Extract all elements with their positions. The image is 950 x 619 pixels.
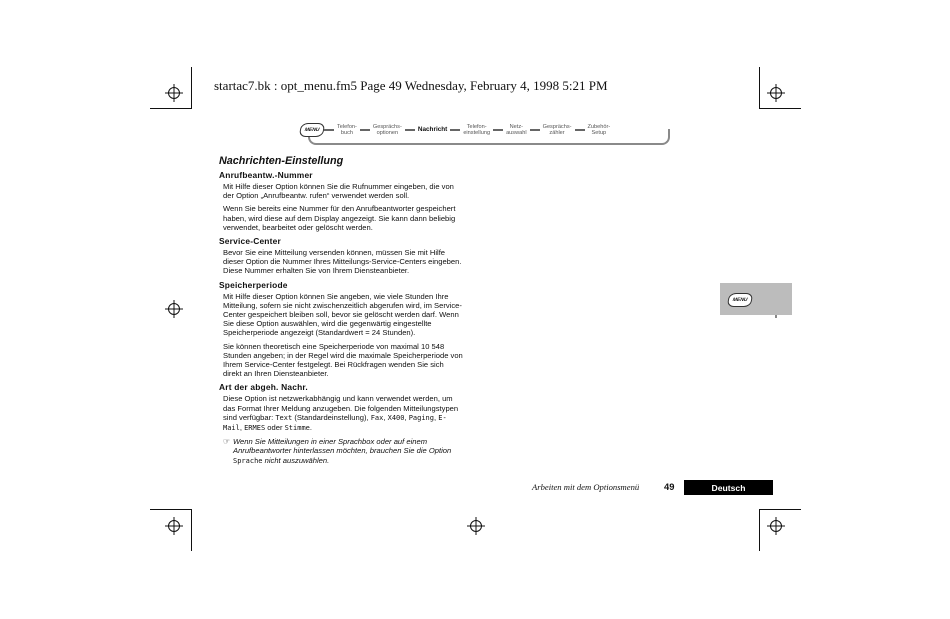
text-run: oder (265, 423, 285, 433)
paragraph: Mit Hilfe dieser Option können Sie angeben, wie viele Stunden Ihre Mitteilung, sofern sie nicht zwischenzeitlich abgerufen wird, im Service-Center gespeichert bleiben soll, bevor sie gelöscht werden darf. Wenn Sie diese Option auswählen, wird die gegenwärtig eingestellte Speicherperiode angezeigt (Standardwert = 24 Stunden). (223, 291, 462, 338)
menu-key-icon: MENU (727, 293, 753, 307)
note-text (233, 437, 464, 466)
page-number: 49 (664, 481, 675, 492)
text-run: , (239, 423, 245, 433)
registration-mark-icon (165, 300, 183, 318)
file-header-line: startac7.bk : opt_menu.fm5 Page 49 Wednesday, February 4, 1998 5:21 PM (214, 78, 608, 93)
option-value: Paging (408, 413, 434, 422)
paragraph: Bevor Sie eine Mitteilung versenden können, müssen Sie mit Hilfe dieser Option die Nummer Ihres Mitteilungs-Service-Centers eingeben. Diese Nummer erhalten Sie von Ihrem Diensteanbieter. (223, 248, 462, 276)
section-heading: Speicherperiode (219, 279, 288, 290)
registration-mark-icon (767, 84, 785, 102)
registration-mark-icon (767, 517, 785, 535)
nav-connector (405, 129, 415, 131)
text-run: nicht auszuwählen. (262, 455, 330, 465)
nav-item-telefoneinstellung: Telefon- einstellung (460, 124, 493, 136)
nav-connector (324, 129, 334, 131)
menu-key-icon: MENU (299, 123, 325, 137)
registration-mark-icon (165, 84, 183, 102)
paragraph: Mit Hilfe dieser Option können Sie die Rufnummer eingeben, die von der Option „Anrufbeantw. rufen“ verwendet werden soll. (223, 182, 454, 201)
crop-mark (191, 67, 192, 109)
tip-note (223, 437, 464, 466)
footer-section-title: Arbeiten mit dem Optionsmenü (532, 482, 640, 492)
option-value: E-Mail (223, 413, 447, 433)
registration-mark-icon (165, 517, 183, 535)
nav-item-gespraechszaehler: Gesprächs- zähler (540, 124, 575, 136)
registration-mark-icon (467, 517, 485, 535)
menu-navigation (300, 119, 668, 147)
paragraph: Wenn Sie bereits eine Nummer für den Anrufbeantworter gespeichert haben, wird diese auf dem Display angezeigt. Sie kann dann beliebig verwendet, bearbeitet oder gelöscht werden. (223, 204, 456, 232)
page-title: Nachrichten-Einstellung (219, 155, 344, 167)
option-value: ERMES (244, 424, 266, 433)
pointing-hand-icon: ☞ (223, 437, 231, 447)
section-heading: Anrufbeantw.-Nummer (219, 170, 313, 180)
nav-connector (493, 129, 503, 131)
nav-connector (360, 129, 370, 131)
text-run: (Standardeinstellung), (292, 412, 371, 422)
crop-mark (191, 509, 192, 551)
nav-item-telefonbuch: Telefon- buch (334, 124, 360, 136)
crop-mark (150, 509, 192, 510)
crop-mark (759, 108, 801, 109)
option-value: Sprache (233, 456, 263, 465)
option-value: Stimme (284, 424, 310, 433)
text-run: Wenn Sie Mitteilungen in einer Sprachbox oder auf einem Anrufbeantworter hinterlassen möchten, brauchen Sie die Option (233, 437, 452, 456)
crop-mark (150, 108, 192, 109)
nav-item-zubehoer-setup: Zubehör- Setup (585, 124, 614, 136)
nav-connector (450, 129, 460, 131)
text-run: Diese Option ist netzwerkabhängig und kann verwendet werden, um das Format Ihrer Meldung anzugeben. Die folgenden Mitteilungstypen sind verfügbar: (223, 394, 459, 422)
nav-item-nachricht: Nachricht (415, 127, 450, 133)
option-value: Text (275, 413, 293, 422)
option-value: Fax (370, 413, 384, 422)
nav-connector (575, 129, 585, 131)
crop-mark (759, 509, 760, 551)
nav-item-gespraechsoptionen: Gesprächs- optionen (370, 124, 405, 136)
side-thumb-tab (720, 283, 792, 315)
text-run: , (383, 412, 388, 422)
text-run: , (434, 412, 439, 422)
paragraph: Sie können theoretisch eine Speicherperiode von maximal 10 548 Stunden angeben; in der Regel wird die maximale Speicherperiode von Ihrem Service-Center festgelegt. Bei Rückfragen wenden Sie sich direkt an Ihren Diensteanbieter. (223, 341, 463, 379)
nav-item-netzauswahl: Netz- auswahl (503, 124, 530, 136)
section-heading: Art der abgeh. Nachr. (219, 382, 308, 393)
crop-mark (759, 67, 760, 109)
option-value: X400 (387, 413, 405, 422)
text-run: . (309, 423, 313, 433)
crop-mark (759, 509, 801, 510)
nav-connector (530, 129, 540, 131)
text-run: , (404, 412, 409, 422)
language-tab: Deutsch (684, 480, 773, 495)
section-heading: Service-Center (219, 236, 281, 247)
paragraph (223, 394, 464, 433)
main-content (219, 155, 464, 466)
